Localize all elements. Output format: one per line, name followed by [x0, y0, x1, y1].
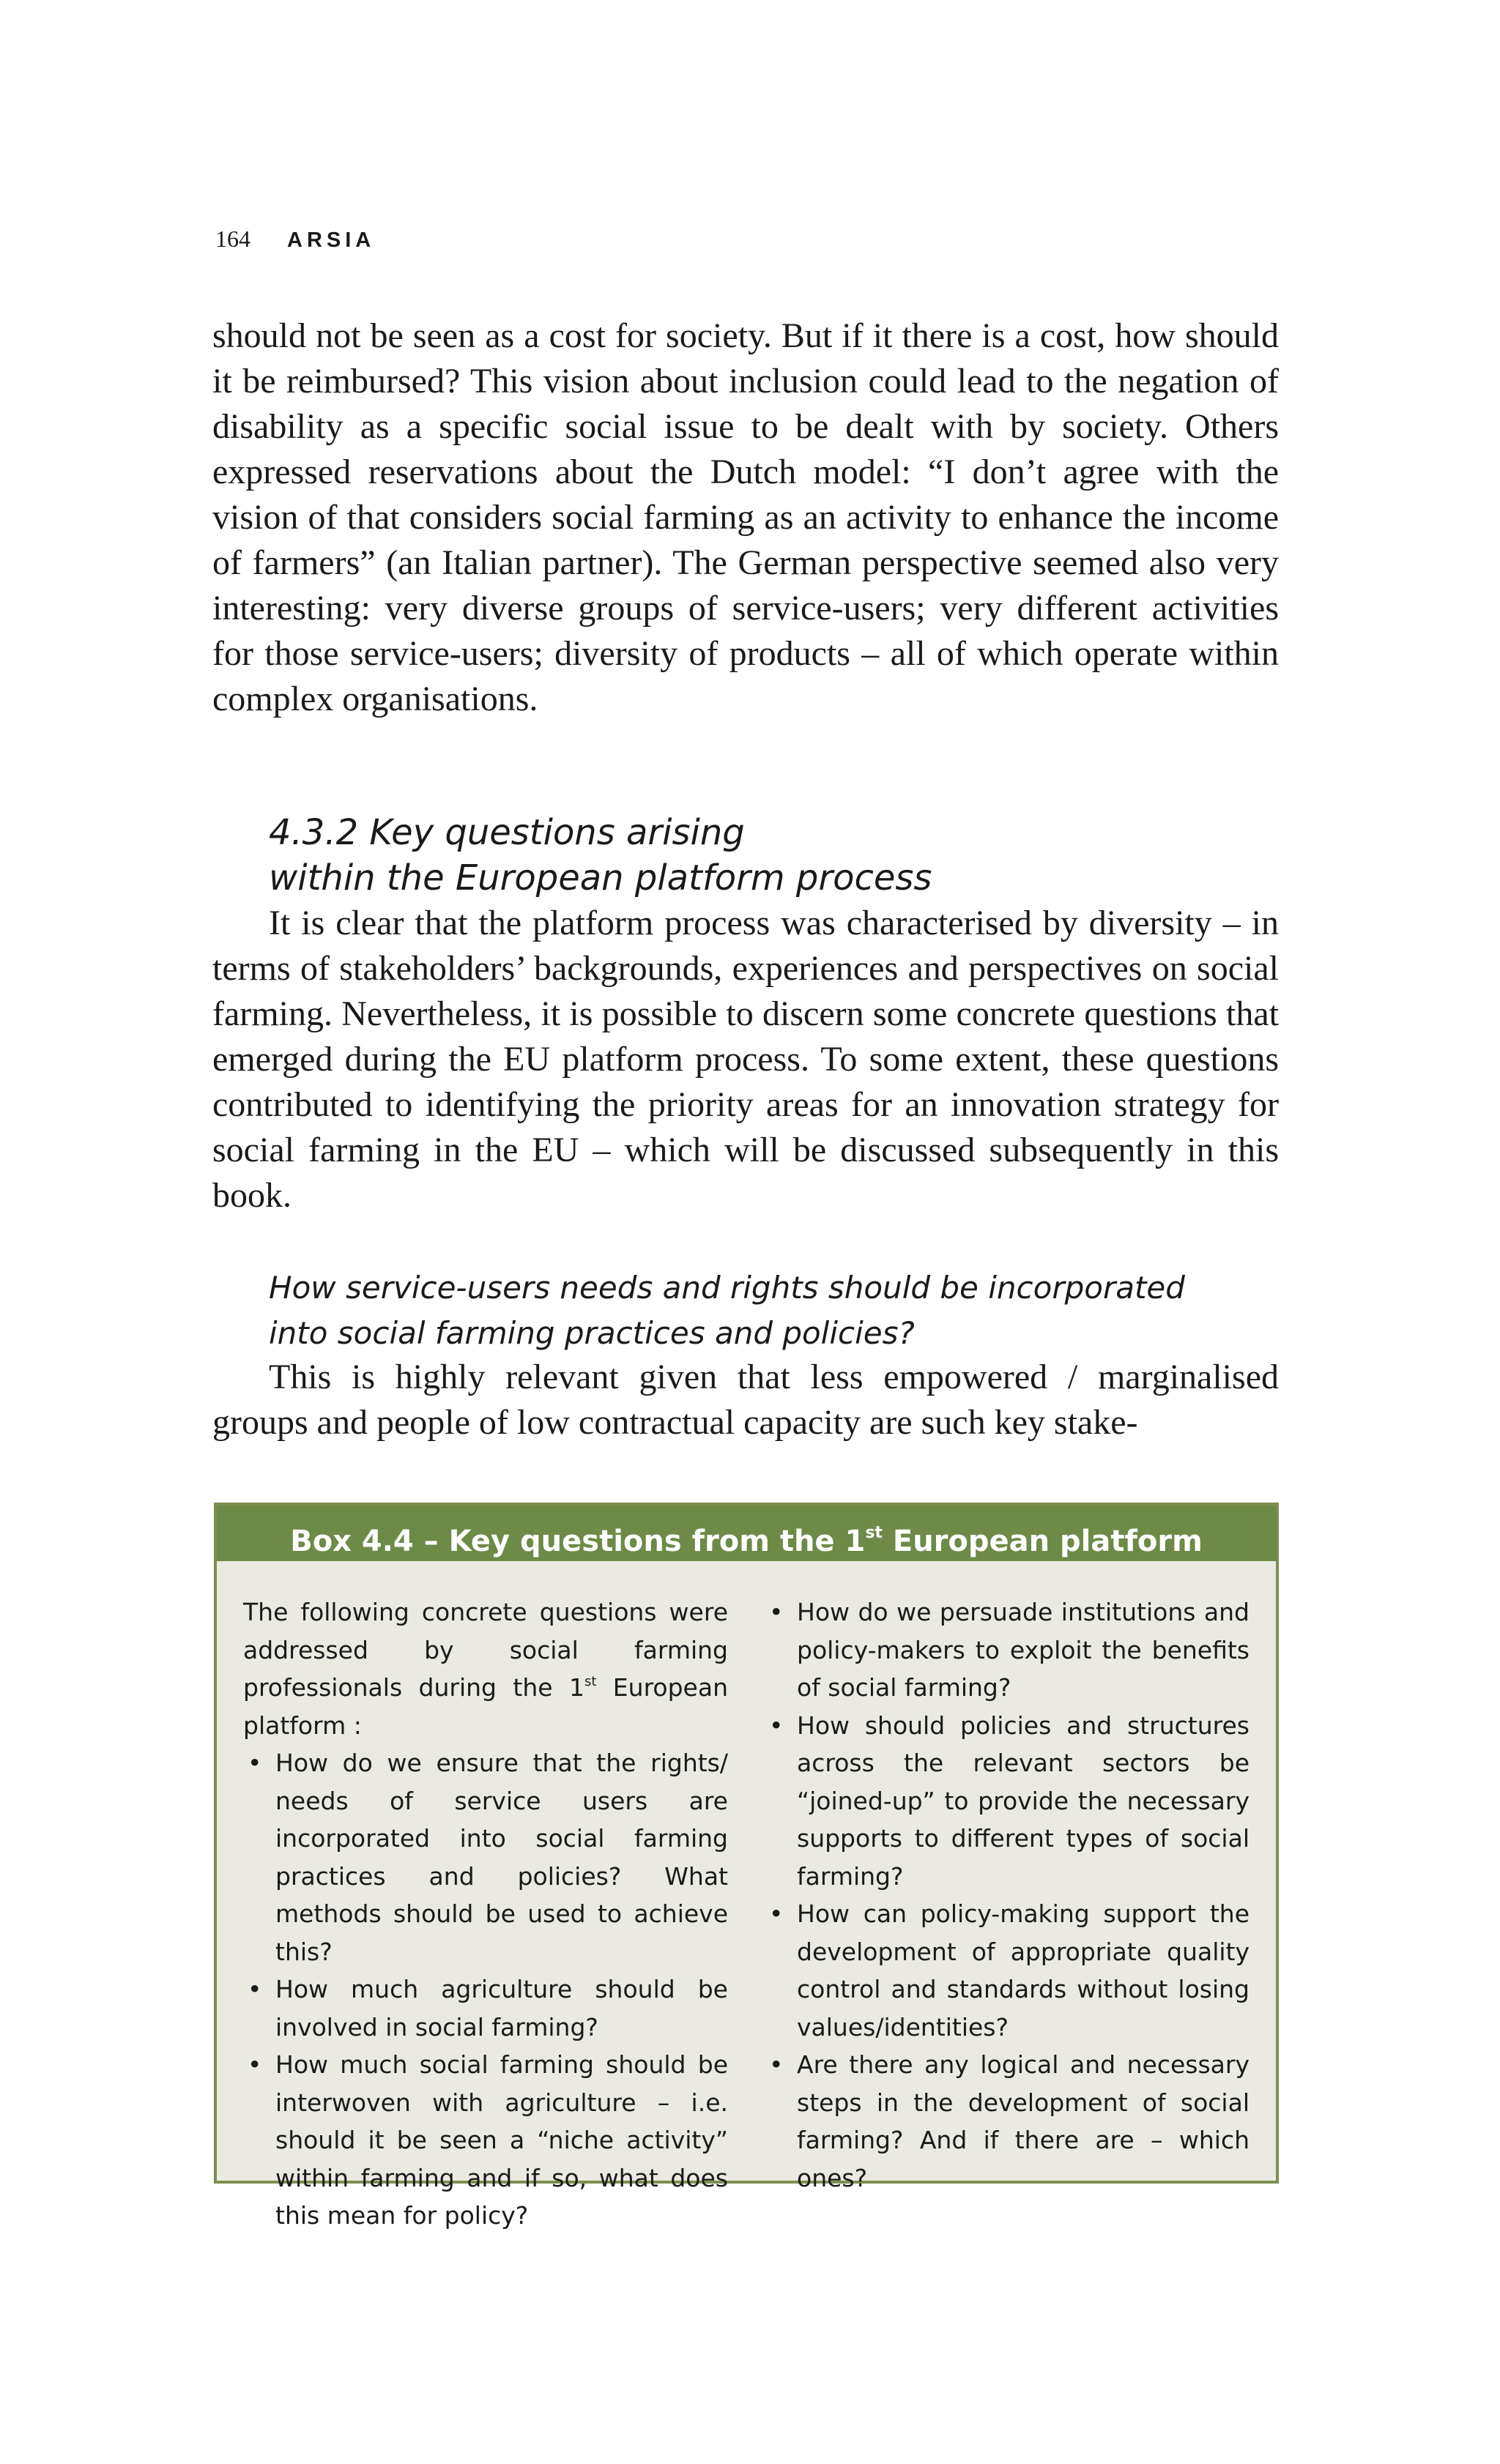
list-item-text: How can policy-making support the development of appropriate quality control and standards without losing values/identities? [797, 1899, 1250, 2041]
box-left-column [243, 1593, 728, 2235]
box-right-column [765, 1593, 1250, 2235]
list-item [243, 1744, 728, 1970]
subheading [269, 1265, 1185, 1356]
list-item-text: How do we persuade institutions and policy-makers to exploit the benefits of social farming? [797, 1598, 1250, 1702]
right-question-list [765, 1593, 1250, 2197]
subheading-line-2: into social farming practices and policies? [269, 1315, 915, 1351]
bullet-icon: • [248, 1749, 262, 1777]
section-heading-line-2: within the European platform process [269, 857, 932, 898]
bullet-icon: • [769, 1598, 784, 1626]
running-head: ARSIA [287, 228, 376, 252]
list-item [765, 1895, 1250, 2046]
box-title-start: Box 4.4 – Key questions from the 1 [290, 1525, 866, 1558]
list-item-text: How should policies and structures across the relevant sectors be “joined-up” to provide the necessary supports to different types of social farming? [797, 1711, 1250, 1891]
list-item-text: Are there any logical and necessary steps in the development of social farming? And if there are – which ones? [797, 2050, 1250, 2192]
box-title [217, 1505, 1276, 1561]
body-paragraph-3: This is highly relevant given that less empowered / marginalised groups and people of low contractual capacity are such key stake- [212, 1358, 1279, 1442]
box-columns [217, 1561, 1276, 2235]
page-number: 164 [215, 226, 250, 252]
box-intro-superscript: st [584, 1674, 597, 1689]
box-key-questions [214, 1503, 1279, 2230]
subheading-line-1: How service-users needs and rights should be incorporated [269, 1270, 1185, 1306]
list-item-text: How much agriculture should be involved in social farming? [275, 1975, 728, 2041]
left-question-list [243, 1744, 728, 2235]
list-item [765, 2046, 1250, 2197]
box-intro-end: European platform : [243, 1673, 728, 1740]
list-item-text: How do we ensure that the rights/ needs of service users are incorporated into social farming practices and policies? What methods should be used to achieve this? [275, 1749, 728, 1966]
box-intro [243, 1593, 728, 1744]
bullet-icon: • [769, 2050, 784, 2079]
list-item [243, 1970, 728, 2046]
bullet-icon: • [248, 2050, 262, 2079]
bullet-icon: • [769, 1899, 784, 1928]
box-intro-start: The following concrete questions were addressed by social farming professionals during the 1 [243, 1598, 728, 1702]
box-title-end: European platform [882, 1525, 1203, 1558]
list-item [765, 1593, 1250, 1707]
section-heading-line-1: 4.3.2 Key questions arising [269, 812, 745, 853]
list-item [243, 2046, 728, 2235]
section-heading [269, 810, 932, 901]
bullet-icon: • [769, 1711, 784, 1740]
page-header [215, 226, 375, 253]
list-item [765, 1707, 1250, 1896]
bullet-icon: • [248, 1975, 262, 2003]
body-paragraph-2: It is clear that the platform process was characterised by diversity – in terms of stakeholders’ backgrounds, experiences and perspectives on social farming. Nevertheless, it is possible to discern some concrete questions that emerged during the EU platform process. To some extent, these questions contributed to identifying the priority areas for an innovation strategy for social farming in the EU – which will be discussed subsequently in this book. [212, 904, 1279, 1215]
body-paragraph-1: should not be seen as a cost for society. But if it there is a cost, how should it be reimbursed? This vision about inclusion could lead to the negation of disability as a specific social issue to be dealt with by society. Others expressed reservations about the Dutch model: “I don’t agree with the vision of that considers social farming as an activity to enhance the income of farmers” (an Italian partner). The German perspective seemed also very interesting: very diverse groups of service-users; very different activities for those service-users; diversity of products – all of which operate within complex organisations. [212, 316, 1279, 718]
box-title-superscript: st [865, 1524, 883, 1542]
list-item-text: How much social farming should be interwoven with agriculture – i.e. should it be seen a “niche activity” within farming and if so, what does this mean for policy? [275, 2050, 728, 2230]
